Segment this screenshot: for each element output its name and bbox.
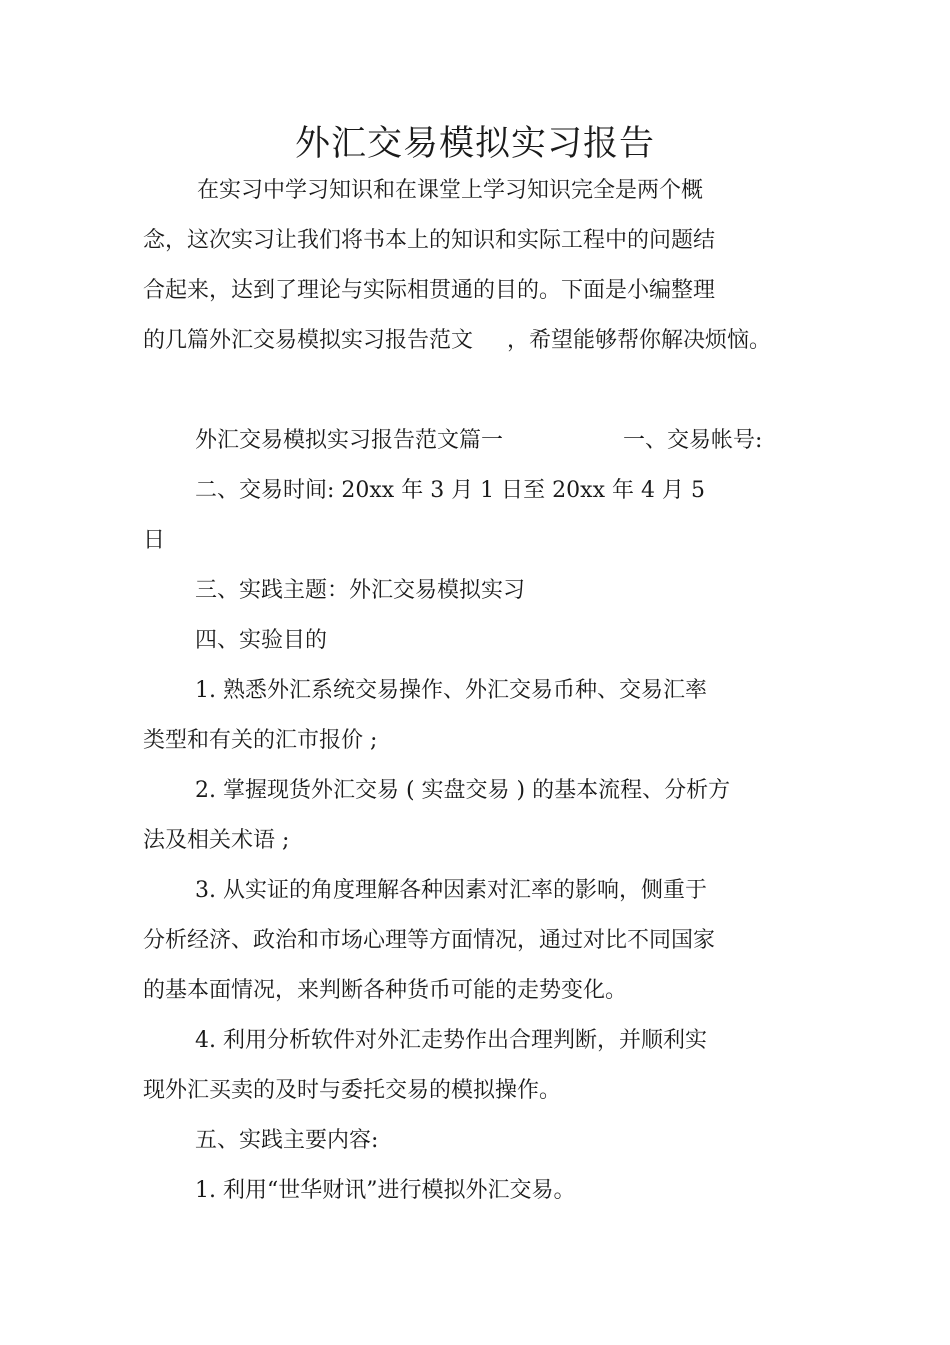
purpose-2-line-2: 法及相关术语 ;: [143, 828, 290, 853]
content-item-1: 1. 利用“世华财讯”进行模拟外汇交易。: [195, 1178, 576, 1203]
purpose-3-line-2: 分析经济、政治和市场心理等方面情况，通过对比不同国家: [143, 928, 716, 953]
intro-line-2: 念，这次实习让我们将书本上的知识和实际工程中的问题结: [143, 228, 716, 253]
purpose-1-line-2: 类型和有关的汇市报价 ;: [143, 728, 378, 753]
intro-line-4-start: 的几篇外汇交易模拟实习报告范文: [143, 328, 474, 353]
purpose-2-line-1: 2. 掌握现货外汇交易 ( 实盘交易 ) 的基本流程、分析方: [195, 778, 731, 803]
content-heading: 五、实践主要内容:: [195, 1128, 379, 1153]
trade-time-tail: 日: [143, 528, 166, 553]
intro-line-1: 在实习中学习知识和在课堂上学习知识完全是两个概: [197, 178, 704, 203]
trade-time-line: 二、交易时间: 20xx 年 3 月 1 日至 20xx 年 4 月 5: [195, 478, 705, 503]
purpose-1-line-1: 1. 熟悉外汇系统交易操作、外汇交易币种、交易汇率: [195, 678, 707, 703]
intro-line-4-end: ，希望能够帮你解决烦恼。: [507, 328, 772, 353]
section-heading: 外汇交易模拟实习报告范文篇一: [195, 428, 504, 453]
account-label: 一、交易帐号:: [623, 428, 763, 453]
practice-theme: 三、实践主题：外汇交易模拟实习: [195, 578, 526, 603]
purpose-4-line-2: 现外汇买卖的及时与委托交易的模拟操作。: [143, 1078, 562, 1103]
section-heading-line: [195, 426, 762, 456]
purpose-3-line-3: 的基本面情况，来判断各种货币可能的走势变化。: [143, 978, 628, 1003]
purpose-heading: 四、实验目的: [195, 628, 328, 653]
purpose-4-line-1: 4. 利用分析软件对外汇走势作出合理判断，并顺利实: [195, 1028, 707, 1053]
purpose-3-line-1: 3. 从实证的角度理解各种因素对汇率的影响，侧重于: [195, 878, 707, 903]
page-title: 外汇交易模拟实习报告: [294, 124, 655, 164]
intro-line-3: 合起来，达到了理论与实际相贯通的目的。下面是小编整理: [143, 278, 716, 303]
intro-line-4: [143, 326, 771, 356]
